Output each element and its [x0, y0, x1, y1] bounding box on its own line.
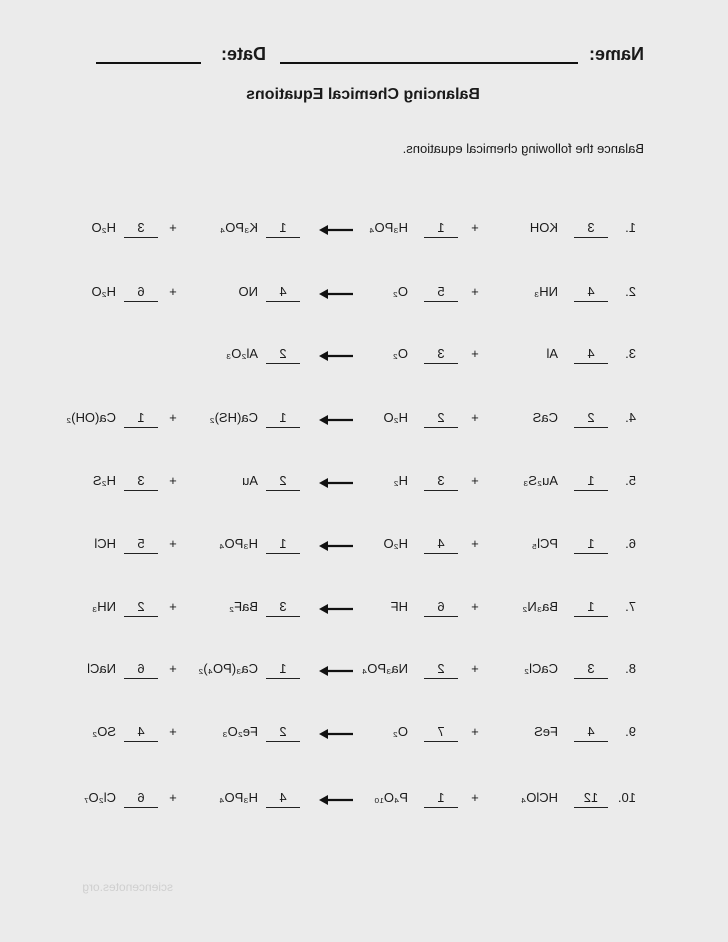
coefficient-blank-3[interactable]: 1	[266, 660, 300, 679]
equation-row	[0, 219, 728, 243]
equation-number: 10.	[617, 790, 636, 805]
equation-number: 5.	[625, 473, 636, 488]
product-1: H₃PO₄	[219, 536, 258, 551]
coefficient-blank-4[interactable]: 6	[124, 283, 158, 302]
name-line	[280, 62, 578, 64]
coefficient-blank-1[interactable]: 4	[574, 723, 608, 742]
reactant-1: Au₂S₃	[523, 473, 558, 488]
plus-sign: +	[471, 536, 479, 551]
reaction-arrow-icon	[319, 666, 353, 676]
product-1: Au	[242, 473, 258, 488]
plus-sign: +	[169, 284, 177, 299]
product-2: HCl	[94, 536, 116, 551]
coefficient-blank-2[interactable]: 1	[424, 219, 458, 238]
plus-sign: +	[169, 724, 177, 739]
reactant-2: H₂	[393, 473, 408, 488]
reaction-arrow-icon	[319, 478, 353, 488]
product-1: Al₂O₃	[225, 346, 258, 361]
date-label: Date:	[220, 44, 266, 64]
equation-number: 7.	[625, 599, 636, 614]
plus-sign: +	[169, 790, 177, 805]
coefficient-blank-1[interactable]: 4	[574, 345, 608, 364]
product-2: Ca(OH)₂	[66, 410, 116, 425]
coefficient-blank-4[interactable]: 2	[124, 598, 158, 617]
equation-number: 1.	[625, 220, 636, 235]
coefficient-blank-1[interactable]: 4	[574, 283, 608, 302]
reaction-arrow-icon	[319, 604, 353, 614]
reactant-1: Ba₃N₂	[522, 599, 558, 614]
coefficient-blank-2[interactable]: 6	[424, 598, 458, 617]
coefficient-blank-3[interactable]: 3	[266, 598, 300, 617]
product-2: Cl₂O₇	[84, 790, 116, 805]
reaction-arrow-icon	[319, 415, 353, 425]
product-1: Ca(HS)₂	[209, 410, 258, 425]
reactant-1: FeS	[534, 724, 558, 739]
product-2: NaCl	[87, 661, 116, 676]
coefficient-blank-1[interactable]: 2	[574, 409, 608, 428]
reactant-2: O₂	[392, 346, 408, 361]
product-1: BaF₂	[229, 599, 258, 614]
reaction-arrow-icon	[319, 795, 353, 805]
equation-number: 4.	[625, 410, 636, 425]
coefficient-blank-3[interactable]: 2	[266, 723, 300, 742]
reactant-2: O₂	[392, 284, 408, 299]
product-1: NO	[238, 284, 258, 299]
equation-row	[0, 409, 728, 433]
product-1: Fe₂O₃	[222, 724, 258, 739]
equation-number: 8.	[625, 661, 636, 676]
product-2: NH₃	[91, 599, 116, 614]
coefficient-blank-3[interactable]: 1	[266, 409, 300, 428]
name-label: Name:	[588, 44, 644, 64]
equation-row	[0, 345, 728, 369]
coefficient-blank-3[interactable]: 4	[266, 789, 300, 808]
reactant-2: O₂	[392, 724, 408, 739]
coefficient-blank-4[interactable]: 6	[124, 660, 158, 679]
product-2: SO₂	[92, 724, 116, 739]
coefficient-blank-1[interactable]: 3	[574, 219, 608, 238]
coefficient-blank-3[interactable]: 1	[266, 535, 300, 554]
coefficient-blank-2[interactable]: 3	[424, 345, 458, 364]
coefficient-blank-4[interactable]: 3	[124, 219, 158, 238]
reaction-arrow-icon	[319, 541, 353, 551]
coefficient-blank-2[interactable]: 2	[424, 409, 458, 428]
coefficient-blank-1[interactable]: 12	[574, 789, 608, 808]
reaction-arrow-icon	[319, 225, 353, 235]
coefficient-blank-2[interactable]: 3	[424, 472, 458, 491]
reactant-1: KOH	[529, 220, 558, 235]
reactant-2: HF	[390, 599, 408, 614]
plus-sign: +	[471, 410, 479, 425]
plus-sign: +	[471, 473, 479, 488]
reactant-2: H₂O	[383, 410, 408, 425]
plus-sign: +	[471, 346, 479, 361]
reactant-1: CaS	[532, 410, 558, 425]
coefficient-blank-3[interactable]: 2	[266, 472, 300, 491]
coefficient-blank-4[interactable]: 5	[124, 535, 158, 554]
date-line	[96, 62, 201, 64]
reaction-arrow-icon	[319, 351, 353, 361]
product-1: K₃PO₄	[219, 220, 258, 235]
coefficient-blank-3[interactable]: 2	[266, 345, 300, 364]
product-1: Ca₃(PO₄)₂	[198, 661, 258, 676]
reaction-arrow-icon	[319, 289, 353, 299]
equation-row	[0, 660, 728, 684]
coefficient-blank-2[interactable]: 7	[424, 723, 458, 742]
coefficient-blank-4[interactable]: 3	[124, 472, 158, 491]
coefficient-blank-4[interactable]: 4	[124, 723, 158, 742]
page-title: Balancing Chemical Equations	[246, 86, 480, 103]
coefficient-blank-1[interactable]: 1	[574, 472, 608, 491]
equation-row	[0, 723, 728, 747]
coefficient-blank-2[interactable]: 2	[424, 660, 458, 679]
coefficient-blank-1[interactable]: 3	[574, 660, 608, 679]
coefficient-blank-2[interactable]: 5	[424, 283, 458, 302]
coefficient-blank-4[interactable]: 6	[124, 789, 158, 808]
reactant-2: Na₃PO₄	[361, 661, 408, 676]
reactant-1: CaCl₂	[524, 661, 558, 676]
instructions: Balance the following chemical equations.	[402, 141, 644, 156]
equation-number: 3.	[625, 346, 636, 361]
plus-sign: +	[471, 724, 479, 739]
plus-sign: +	[471, 284, 479, 299]
plus-sign: +	[169, 220, 177, 235]
product-2: H₂O	[91, 220, 116, 235]
product-2: H₂O	[91, 284, 116, 299]
product-2: H₂S	[92, 473, 116, 488]
reactant-2: P₄O₁₀	[374, 790, 408, 805]
plus-sign: +	[471, 220, 479, 235]
product-1: H₃PO₄	[219, 790, 258, 805]
equation-row	[0, 472, 728, 496]
plus-sign: +	[471, 599, 479, 614]
plus-sign: +	[169, 536, 177, 551]
coefficient-blank-1[interactable]: 1	[574, 598, 608, 617]
reactant-1: Al	[546, 346, 558, 361]
plus-sign: +	[471, 661, 479, 676]
reactant-2: H₃PO₄	[369, 220, 408, 235]
plus-sign: +	[471, 790, 479, 805]
equation-row	[0, 535, 728, 559]
equation-number: 9.	[625, 724, 636, 739]
coefficient-blank-2[interactable]: 4	[424, 535, 458, 554]
coefficient-blank-4[interactable]: 1	[124, 409, 158, 428]
watermark: sciencenotes.org	[82, 880, 173, 894]
equation-row	[0, 598, 728, 622]
reactant-1: NH₃	[533, 284, 558, 299]
plus-sign: +	[169, 410, 177, 425]
coefficient-blank-1[interactable]: 1	[574, 535, 608, 554]
reactant-1: PCl₅	[531, 536, 558, 551]
reactant-1: HClO₄	[520, 790, 558, 805]
reaction-arrow-icon	[319, 729, 353, 739]
equation-number: 6.	[625, 536, 636, 551]
coefficient-blank-3[interactable]: 1	[266, 219, 300, 238]
coefficient-blank-3[interactable]: 4	[266, 283, 300, 302]
equation-row	[0, 283, 728, 307]
plus-sign: +	[169, 473, 177, 488]
coefficient-blank-2[interactable]: 1	[424, 789, 458, 808]
plus-sign: +	[169, 661, 177, 676]
equation-row	[0, 789, 728, 813]
reactant-2: H₂O	[383, 536, 408, 551]
plus-sign: +	[169, 599, 177, 614]
equation-number: 2.	[625, 284, 636, 299]
